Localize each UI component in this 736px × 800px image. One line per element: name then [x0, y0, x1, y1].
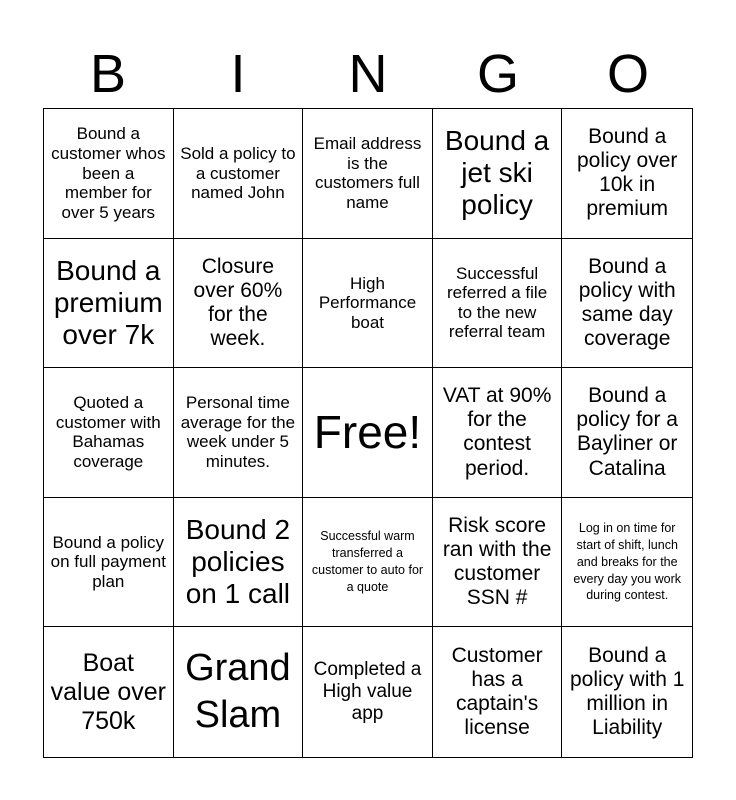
bingo-cell-r5-c1[interactable]: Boat value over 750k [44, 627, 174, 757]
bingo-cell-r1-c1[interactable]: Bound a customer whos been a member for over 5 years [44, 109, 174, 239]
bingo-cell-r1-c3[interactable]: Email address is the customers full name [303, 109, 433, 239]
bingo-cell-r3-c5[interactable]: Bound a policy for a Bayliner or Catalina [562, 368, 692, 498]
bingo-cell-r3-c4[interactable]: VAT at 90% for the contest period. [433, 368, 563, 498]
bingo-cell-r2-c1[interactable]: Bound a premium over 7k [44, 239, 174, 369]
bingo-header [43, 40, 693, 108]
bingo-cell-r5-c3[interactable]: Completed a High value app [303, 627, 433, 757]
bingo-cell-r3-c1[interactable]: Quoted a customer with Bahamas coverage [44, 368, 174, 498]
bingo-cell-r5-c5[interactable]: Bound a policy with 1 million in Liability [570, 643, 685, 740]
bingo-cell-r2-c5[interactable]: Bound a policy with same day coverage [562, 239, 692, 369]
bingo-cell-r4-c5[interactable]: Log in on time for start of shift, lunch and breaks for the every day you work during contest. [562, 498, 692, 628]
bingo-cell-r4-c4[interactable]: Risk score ran with the customer SSN # [433, 498, 563, 628]
bingo-cell-r5-c2[interactable]: Grand Slam [174, 627, 304, 757]
bingo-cell-r1-c4[interactable]: Bound a jet ski policy [433, 109, 563, 239]
bingo-cell-r4-c1[interactable]: Bound a policy on full payment plan [44, 498, 174, 628]
header-letter-i: I [230, 44, 246, 104]
bingo-cell-r5-c4[interactable]: Customer has a captain's license [433, 627, 563, 757]
header-letter-b: B [89, 44, 127, 104]
header-letter-o: O [606, 44, 649, 104]
bingo-cell-r4-c3[interactable]: Successful warm transferred a customer to auto for a quote [303, 498, 433, 628]
header-letter-n: N [348, 44, 388, 104]
bingo-cell-r1-c2[interactable]: Sold a policy to a customer named John [174, 109, 304, 239]
bingo-cell-r2-c3[interactable]: High Performance boat [303, 239, 433, 369]
bingo-cell-r4-c2[interactable]: Bound 2 policies on 1 call [174, 498, 304, 628]
bingo-cell-r2-c2[interactable]: Closure over 60% for the week. [174, 239, 304, 369]
bingo-cell-r3-c2[interactable]: Personal time average for the week under 5 minutes. [174, 368, 304, 498]
free-space[interactable]: Free! [303, 368, 433, 498]
header-letter-g: G [476, 44, 519, 104]
bingo-board [43, 108, 693, 758]
bingo-cell-r1-c5[interactable]: Bound a policy over 10k in premium [562, 109, 692, 239]
bingo-cell-r2-c4[interactable]: Successful referred a file to the new referral team [433, 239, 563, 369]
